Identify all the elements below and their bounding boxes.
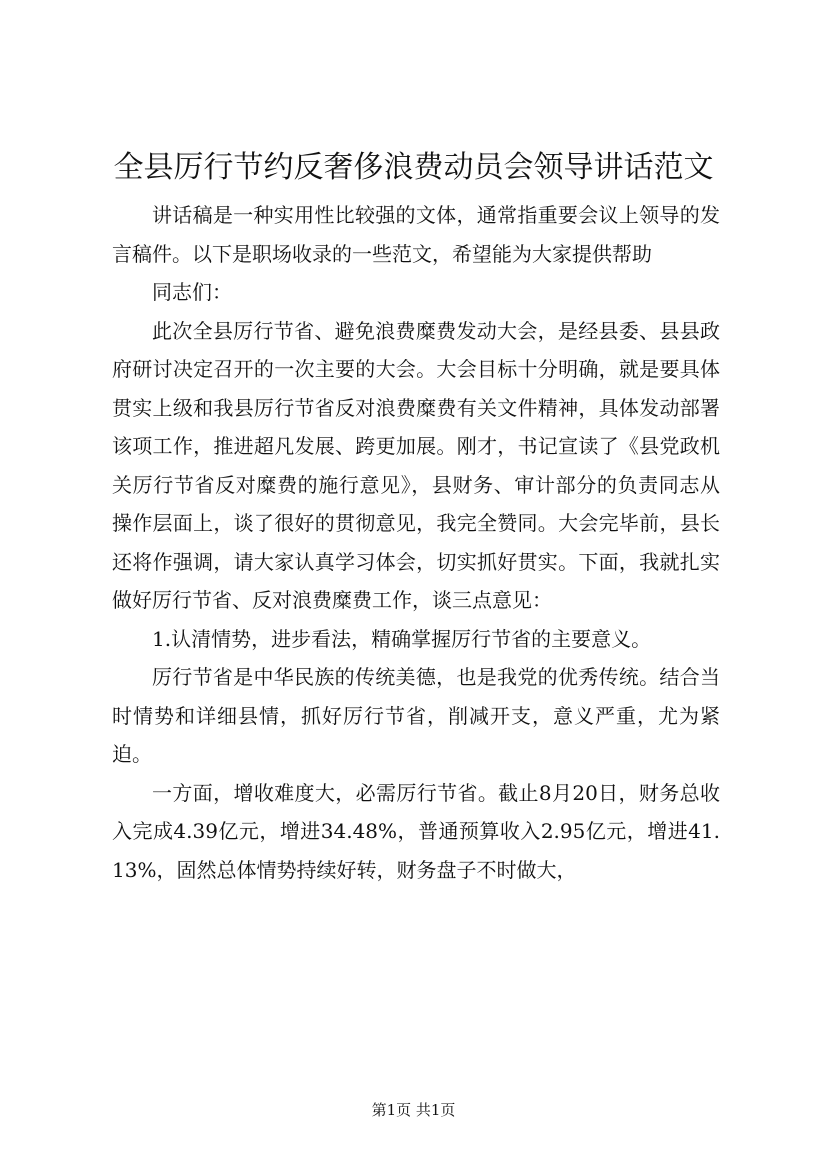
page-footer: 第1页 共1页 <box>371 1101 456 1119</box>
paragraph-opening: 此次全县厉行节省、避免浪费糜费发动大会，是经县委、县县政府研讨决定召开的一次主要的大会。大会目标十分明确，就是要具体贯实上级和我县厉行节省反对浪费糜费有关文件精神，具体发动部署该项工作，推进超凡发展、跨更加展。刚才，书记宣读了《县党政机关厉行节省反对糜费的施行意见》，县财务、审计部分的负责同志从操作层面上，谈了很好的贯彻意见，我完全赞同。大会完毕前，县长还将作强调，请大家认真学习体会，切实抓好贯实。下面，我就扎实做好厉行节省、反对浪费糜费工作，谈三点意见： <box>112 318 720 612</box>
paragraph-intro: 讲话稿是一种实用性比较强的文体，通常指重要会议上领导的发言稿件。以下是职场收录的一些范文，希望能为大家提供帮助 <box>112 203 720 266</box>
paragraph-revenue: 一方面，增收难度大，必需厉行节省。截止8月20日，财务总收入完成4.39亿元，增进34.48%，普通预算收入2.95亿元，增进41.13%，固然总体情势持续好转，财务盘子不时做大， <box>112 780 720 882</box>
paragraph-salutation: 同志们： <box>152 280 232 304</box>
paragraph-tradition: 厉行节省是中华民族的传统美德，也是我党的优秀传统。结合当时情势和详细县情，抓好厉行节省，削减开支，意义严重，尤为紧迫。 <box>112 665 720 766</box>
paragraph-heading-1: 1.认清情势，进步看法，精确掌握厉行节省的主要意义。 <box>152 626 652 651</box>
document-title: 全县厉行节约反奢侈浪费动员会领导讲话范文 <box>113 150 714 185</box>
document-body <box>112 196 720 889</box>
